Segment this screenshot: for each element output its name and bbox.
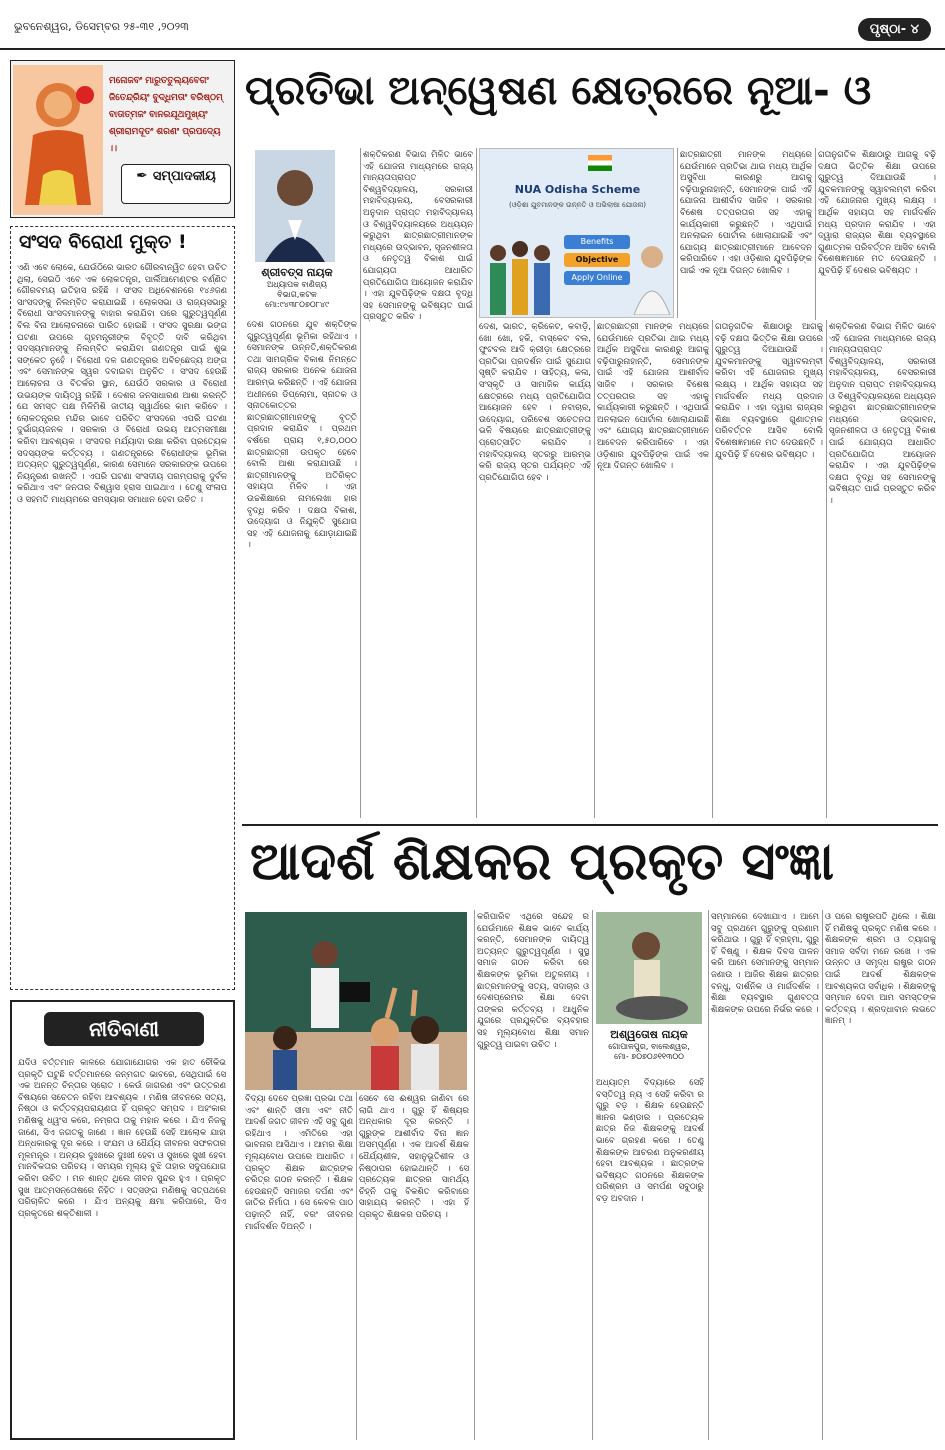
column-rule (476, 148, 477, 818)
nitibani-box (10, 1000, 235, 1440)
author-detail: ଗୋପାଳପୁର, ବାଲେଶ୍ୱର, (608, 1042, 690, 1051)
article1-column: ଛାତ୍ରଛାତ୍ରୀ ମାନଙ୍କ ମଧ୍ୟରେ ଯେଉଁମାନେ ପ୍ରତିଭା ଥାଇ ମଧ୍ୟ ଆର୍ଥିକ ଅସୁବିଧା କାରଣରୁ ଆଗକୁ ବଢ଼ିପାରୁନାହାନ୍ତି, ସେମାନଙ୍କ ପାଇଁ ଏହି ଯୋଜନା ଆଶୀର୍ବାଦ ସାଜିବ । ସରକାର ବିଶେଷ ତତ୍ପରତାର ସହ ଏହାକୁ କାର୍ଯ୍ୟକାରୀ କରୁଛନ୍ତି । ଏଥିପାଇଁ ଅନଲାଇନ ପୋର୍ଟାଲ ଖୋଲାଯାଇଛି ଏବଂ ଯୋଗ୍ୟ ଛାତ୍ରଛାତ୍ରୀମାନେ ଆବେଦନ କରିପାରିବେ । ଏହା ଓଡ଼ିଶାର ଯୁବପିଢ଼ିଙ୍କ ପାଇଁ ଏକ ନୂଆ ଦିଗନ୍ତ ଖୋଲିବ । (597, 322, 709, 472)
article1-column: ଦେଶ, ଭାରତ, କ୍ରିକେଟ, କବାଡ଼ି, ଖୋ ଖୋ, ହକି, ବାସ୍କେଟ ବଲ, ଫୁଟବଲ ଆଦି କ୍ରୀଡ଼ା କ୍ଷେତ୍ରରେ ପ୍ରତିଭା ପ୍ରଦର୍ଶନ ପାଇଁ ସୁଯୋଗ ସୃଷ୍ଟି କରାଯିବ । ସାହିତ୍ୟ, କଳା, ସଂସ୍କୃତି ଓ ସାମାଜିକ କାର୍ଯ୍ୟ କ୍ଷେତ୍ରରେ ମଧ୍ୟ ପ୍ରତିଯୋଗିତା ଆୟୋଜନ ହେବ । ନବାଚାର, ଉଦ୍ୟୋଗ, ପରିବେଶ ସଚେତନତା ଭଳି ବିଷୟରେ ଛାତ୍ରଛାତ୍ରୀଙ୍କୁ ପ୍ରୋତ୍ସାହିତ କରାଯିବ । ମହାବିଦ୍ୟାଳୟ ସ୍ତରରୁ ଆରମ୍ଭ କରି ରାଜ୍ୟ ସ୍ତର ପର୍ଯ୍ୟନ୍ତ ଏହି ପ୍ରତିଯୋଗିତା ହେବ । (479, 322, 591, 483)
column-rule (712, 320, 713, 818)
editorial-title: ସଂସଦ ବିରୋଧୀ ମୁକ୍ତ ! (19, 231, 187, 253)
page-number-badge: ପୃଷ୍ଠା- ୪ (858, 18, 931, 41)
article1-column: ଗତାନୁଗତିକ ଶିକ୍ଷାଠାରୁ ଆଗକୁ ବଢ଼ି ଦକ୍ଷତା ଭିତ୍ତିକ ଶିକ୍ଷା ଉପରେ ଗୁରୁତ୍ୱ ଦିଆଯାଉଛି । ଯୁବକମାନଙ୍କୁ ସ୍ୱାବଲମ୍ବୀ କରିବା ଏହି ଯୋଜନାର ମୁଖ୍ୟ ଲକ୍ଷ୍ୟ । ଆର୍ଥିକ ସହାୟତା ସହ ମାର୍ଗଦର୍ଶନ ମଧ୍ୟ ପ୍ରଦାନ କରାଯିବ । ଏହା ଦ୍ୱାରା ରାଜ୍ୟର ଶିକ୍ଷା ବ୍ୟବସ୍ଥାରେ ଗୁଣାତ୍ମକ ପରିବର୍ତ୍ତନ ଆସିବ ବୋଲି ବିଶେଷଜ୍ଞମାନେ ମତ ଦେଉଛନ୍ତି । ଯୁବପିଢ଼ି ହିଁ ଦେଶର ଭବିଷ୍ୟତ । (818, 150, 936, 276)
article1-column: ଛାତ୍ରଛାତ୍ରୀ ମାନଙ୍କ ମଧ୍ୟରେ ଯେଉଁମାନେ ପ୍ରତିଭା ଥାଇ ମଧ୍ୟ ଆର୍ଥିକ ଅସୁବିଧା କାରଣରୁ ଆଗକୁ ବଢ଼ିପାରୁନାହାନ୍ତି, ସେମାନଙ୍କ ପାଇଁ ଏହି ଯୋଜନା ଆଶୀର୍ବାଦ ସାଜିବ । ସରକାର ବିଶେଷ ତତ୍ପରତାର ସହ ଏହାକୁ କାର୍ଯ୍ୟକାରୀ କରୁଛନ୍ତି । ଏଥିପାଇଁ ଅନଲାଇନ ପୋର୍ଟାଲ ଖୋଲାଯାଇଛି ଏବଂ ଯୋଗ୍ୟ ଛାତ୍ରଛାତ୍ରୀମାନେ ଆବେଦନ କରିପାରିବେ । ଏହା ଓଡ଼ିଶାର ଯୁବପିଢ଼ିଙ୍କ ପାଇଁ ଏକ ନୂଆ ଦିଗନ୍ତ ଖୋଲିବ । (680, 150, 812, 276)
article2-column: ବିଦ୍ୟା ଦେବେ ପ୍ରଜ୍ଞା ପ୍ରଭା ତଥା ଏବଂ ଶାନ୍ତି ସୀମା ଏବଂ ନୀତି ଆଦର୍ଶ ଜଗତ ଜୀବନ ଏହି ସବୁ ଗୁଣ ରହିଥାଏ । ଏମିତିରେ ଏହା ଭାବନାର ଆସିଥାଏ । ଆମର ଶିକ୍ଷା ମୂଲ୍ୟବୋଧ ଉପରେ ଆଧାରିତ । ପ୍ରକୃତ ଶିକ୍ଷକ ଛାତ୍ରଙ୍କ ଚରିତ୍ର ଗଠନ କରନ୍ତି । ଶିକ୍ଷକ ହେଉଛନ୍ତି ସମାଜର ଦର୍ପଣ ଏବଂ ଜାତିର ନିର୍ମାତା । ସେ କେବଳ ପାଠ ପଢ଼ାନ୍ତି ନାହିଁ, ବରଂ ଜୀବନର ମାର୍ଗଦର୍ଶନ ଦିଅନ୍ତି । (245, 1094, 353, 1232)
column-rule (360, 148, 361, 818)
nitibani-body: ଯଦିଓ ବର୍ତ୍ତମାନ କାଳରେ ଯୋଗାଯୋଗର ଏକ ହାତ ଚୌକିଭ ପ୍ରକୃତି ଘଟୁଛି ବର୍ତ୍ତମାନରେ ଜନ୍ମଗତ ଭାବରେ, ସେଥିପାଇଁ ସେ ଏକ ଅନନ୍ତ ଚିନ୍ତାର ସ୍ରୋତ । କେଉଁ ଜାଗରଣ ଏବଂ ଉତ୍ତରଣ ବିଷୟରେ ସଚେତନ ରହିବା ଆବଶ୍ୟକ । ମଣିଷ ଜୀବନରେ ସତ୍ୟ, ନିଷ୍ଠା ଓ କର୍ତ୍ତବ୍ୟପରାୟଣତା ହିଁ ପ୍ରକୃତ ସମ୍ପଦ । ଅହଂକାର ମଣିଷକୁ ଧ୍ୱଂସ କରେ, ନମ୍ରତା ତାକୁ ମହାନ କରେ । ଯିଏ ନିଜକୁ ଜାଣେ, ସିଏ ଜଗତକୁ ଜାଣେ । ଜ୍ଞାନ ହେଉଛି ସେହି ଆଲୋକ ଯାହା ଅନ୍ଧକାରକୁ ଦୂର କରେ । ସଂଯମ ଓ ଧୈର୍ଯ୍ୟ ଜୀବନର ସଫଳତାର ମୂଳମନ୍ତ୍ର । ଅନ୍ୟର ଦୁଃଖରେ ଦୁଃଖୀ ହେବା ଓ ସୁଖରେ ସୁଖୀ ହେବା ମାନବିକତାର ପରିଚୟ । ସମୟର ମୂଲ୍ୟ ବୁଝି ତାହାର ସଦୁପଯୋଗ କରିବା ଉଚିତ । ମନ ଶାନ୍ତ ଥିଲେ ଜୀବନ ସୁନ୍ଦର ହୁଏ । ପ୍ରକୃତ ସୁଖ ଆତ୍ମସନ୍ତୋଷରେ ନିହିତ । ସତ୍ସଙ୍ଗ ମଣିଷକୁ ସତ୍‌ପଥରେ ପରିଚାଳିତ କରେ । ଯିଏ ଅନ୍ୟକୁ କ୍ଷମା କରିପାରେ, ସିଏ ପ୍ରକୃତରେ ଶକ୍ତିଶାଳୀ । (18, 1058, 226, 1219)
leader-portrait (632, 239, 672, 315)
hanuman-illustration (13, 65, 103, 215)
author-portrait (596, 912, 702, 1024)
article1-headline: ପ୍ରତିଭା ଅନ୍ୱେଷଣ କ୍ଷେତ୍ରରେ ନୂଆ- ଓ (245, 68, 872, 114)
classroom-illustration (245, 912, 467, 1090)
article2-column: କରିପାରିବ ଏଥିରେ ସନ୍ଦେହ ର ଯେଉଁମାନେ ଶିକ୍ଷକ ଭାବେ କାର୍ଯ୍ୟ କରନ୍ତି, ସେମାନଙ୍କ ଦାୟିତ୍ୱ ଅତ୍ୟନ୍ତ ଗୁରୁତ୍ୱପୂର୍ଣ୍ଣ । ସୁସ୍ଥ ସମାଜ ଗଠନ କରିବା ରେ ଶିକ୍ଷକଙ୍କ ଭୂମିକା ଅତୁଳନୀୟ । ଛାତ୍ରମାନଙ୍କୁ ସତ୍ୟ, ସଦାଚାର ଓ ଦେଶପ୍ରେମର ଶିକ୍ଷା ଦେବା ତାଙ୍କର କର୍ତ୍ତବ୍ୟ । ଆଧୁନିକ ଯୁଗରେ ପ୍ରଯୁକ୍ତିର ବ୍ୟବହାର ସହ ମୂଲ୍ୟବୋଧ ଶିକ୍ଷା ସମାନ ଗୁରୁତ୍ୱ ପାଇବା ଉଚିତ । (477, 912, 589, 1050)
article1-byline (247, 266, 347, 310)
column-rule (594, 320, 595, 818)
article2-column: ଓ ପରେ ରାଷ୍ଟ୍ରପତି ଥିଲେ । ଶିକ୍ଷା ହିଁ ମଣିଷକୁ ପ୍ରକୃତ ମଣିଷ କରେ । ଶିକ୍ଷକଙ୍କ ଶ୍ରମ ଓ ତ୍ୟାଗକୁ ସମାଜ ସର୍ବଦା ମନେ ରଖେ । ଏକ ଉନ୍ନତ ଓ ସମୃଦ୍ଧ ରାଷ୍ଟ୍ର ଗଠନ ପାଇଁ ଆଦର୍ଶ ଶିକ୍ଷକଙ୍କ ଆବଶ୍ୟକତା ସର୍ବାଧିକ । ଶିକ୍ଷକଙ୍କୁ ସମ୍ମାନ ଦେବା ଆମ ସମସ୍ତଙ୍କ କର୍ତ୍ତବ୍ୟ । ଶ୍ରଦ୍ଧାବାନ ଲଭତେ ଜ୍ଞାନମ୍ । (825, 912, 936, 1027)
author-name: ଅଶ୍ୱତୋଷ ନାୟକ (610, 1028, 688, 1041)
nitibani-title: ନୀତିବାଣୀ (88, 1017, 160, 1041)
author-phone: ମୋ:୯୪୩୮୦୭୦୮୪୯ (265, 300, 329, 309)
article2-column: ଅଧ୍ୟାତ୍ମ ବିଦ୍ୟାରେ ସେହି ବସ୍ତିତ୍ୱ ନ୍ୟ ଏ ସେହି କରିବା ର ଗୁରୁ ବଡ଼ । ଶିକ୍ଷକ ହେଉଛନ୍ତି ଜ୍ଞାନର ଭଣ୍ଡାର । ପ୍ରତ୍ୟେକ ଛାତ୍ର ନିଜ ଶିକ୍ଷକଙ୍କୁ ଆଦର୍ଶ ଭାବେ ଗ୍ରହଣ କରେ । ତେଣୁ ଶିକ୍ଷକଙ୍କ ଆଚରଣ ଅନୁକରଣୀୟ ହେବା ଆବଶ୍ୟକ । ଛାତ୍ରଙ୍କ ଭବିଷ୍ୟତ ଗଠନରେ ଶିକ୍ଷକଙ୍କ ପରିଶ୍ରମ ଓ ସମର୍ପଣ ସବୁଠାରୁ ବଡ଼ ଅବଦାନ । (596, 1078, 704, 1204)
author-portrait (255, 150, 335, 262)
shloka-line: ବାତାତ୍ମଜଂ ବାନରଯୂଥମୁଖ୍ୟଂ (109, 110, 208, 120)
shloka-line: ଶ୍ରୀରାମଦୂତଂ ଶରଣଂ ପ୍ରପଦ୍ୟେ ।। (109, 127, 221, 154)
author-phone: ମୋ- ୭୦୭୦୬୧୧୩୦୦ (614, 1052, 684, 1061)
editorial-logo (121, 164, 231, 204)
nitibani-title-plate (44, 1012, 204, 1046)
article1-column: ଗତାନୁଗତିକ ଶିକ୍ଷାଠାରୁ ଆଗକୁ ବଢ଼ି ଦକ୍ଷତା ଭିତ୍ତିକ ଶିକ୍ଷା ଉପରେ ଗୁରୁତ୍ୱ ଦିଆଯାଉଛି । ଯୁବକମାନଙ୍କୁ ସ୍ୱାବଲମ୍ବୀ କରିବା ଏହି ଯୋଜନାର ମୁଖ୍ୟ ଲକ୍ଷ୍ୟ । ଆର୍ଥିକ ସହାୟତା ସହ ମାର୍ଗଦର୍ଶନ ମଧ୍ୟ ପ୍ରଦାନ କରାଯିବ । ଏହା ଦ୍ୱାରା ରାଜ୍ୟର ଶିକ୍ଷା ବ୍ୟବସ୍ଥାରେ ଗୁଣାତ୍ମକ ପରିବର୍ତ୍ତନ ଆସିବ ବୋଲି ବିଶେଷଜ୍ଞମାନେ ମତ ଦେଉଛନ୍ତି । ଯୁବପିଢ଼ି ହିଁ ଦେଶର ଭବିଷ୍ୟତ । (715, 322, 823, 460)
column-rule (826, 320, 827, 818)
shloka-text (109, 73, 231, 158)
masthead-bar (0, 0, 945, 50)
article2-headline: ଆଦର୍ଶ ଶିକ୍ଷକର ପ୍ରକୃତ ସଂଜ୍ଞା (250, 832, 834, 892)
objective-button: Objective (564, 253, 630, 267)
shloka-line: ମନୋଜବଂ ମାରୁତତୁଲ୍ୟବେଗଂ (109, 76, 209, 86)
column-rule (815, 148, 816, 320)
article1-column: ଦେଶ ଗଠନରେ ଯୁବ ଶକ୍ତିଙ୍କ ଗୁରୁତ୍ୱପୂର୍ଣ୍ଣ ଭୂମିକା ରହିଥାଏ । ସେମାନଙ୍କ ଉନ୍ନତି,ଶକ୍ତିକରଣ ତଥା ସାମଗ୍ରିକ ବିକାଶ ନିମନ୍ତେ ରାଜ୍ୟ ସରକାର ଅନେକ ଯୋଜନା ଆରମ୍ଭ କରିଛନ୍ତି । ଏହି ଯୋଜନା ଅଧୀନରେ ଡିପ୍ଲୋମା, ସ୍ନାତକ ଓ ସ୍ନାତକୋତ୍ତର ଛାତ୍ରଛାତ୍ରୀମାନଙ୍କୁ ବୃତ୍ତି ପ୍ରଦାନ କରାଯିବ । ପ୍ରଥମ ବର୍ଷରେ ପ୍ରାୟ ୧,୫୦,୦୦୦ ଛାତ୍ରଛାତ୍ରୀ ଉପକୃତ ହେବେ ବୋଲି ଆଶା କରାଯାଉଛି । ଛାତ୍ରୀମାନଙ୍କୁ ଅତିରିକ୍ତ ସହାୟତା ମିଳିବ । ଏହା ଉଚ୍ଚଶିକ୍ଷାରେ ନାମଲେଖା ହାର ବୃଦ୍ଧି କରିବ । ଦକ୍ଷତା ବିକାଶ, ଉଦ୍ୟୋଗ ଓ ନିଯୁକ୍ତି ସୁଯୋଗ ସହ ଏହି ଯୋଜନାକୁ ଯୋଡ଼ାଯାଇଛି । (247, 320, 357, 551)
dateline: ଭୁବନେଶ୍ୱର, ଡିସେମ୍ବର ୨୫-୩୧ ,୨୦୨୩ (14, 20, 189, 33)
author-name: ଶ୍ରୀବତ୍ସ ନାୟକ (261, 266, 333, 279)
classroom-photo (245, 912, 467, 1090)
shloka-box (10, 60, 235, 218)
column-rule (356, 1092, 357, 1440)
column-rule (708, 910, 709, 1440)
editorial-logo-text: ସମ୍ପାଦକୀୟ (152, 169, 216, 184)
article1-author-photo (255, 150, 335, 262)
apply-online-button: Apply Online (564, 271, 630, 285)
editorial-body: ଏଣି ଏବେ ଲୋକେ, ଯେଉଁଠିରେ ଭାରତ ଗୌରବାନ୍ୱିତ ହେବା ଉଚିତ ଥିଲା, ସେଇଠି ଏବେ ଏକ ଲୋକତନ୍ତ୍ର, ପାର୍ଲିଆମେଣ୍ଟର ବର୍ଣ୍ଣିତ ଗୌରବମୟ ଇତିହାସ ରହିଛି । ସଂସଦ ଅଧିବେଶନରେ ୧୪୬ଜଣ ସାଂସଦଙ୍କୁ ନିଲମ୍ବିତ କରାଯାଇଛି । ଲୋକସଭା ଓ ରାଜ୍ୟସଭାରୁ ବିରୋଧୀ ସାଂସଦମାନଙ୍କୁ ବାହାର କରାଯିବା ପରେ ଗୁରୁତ୍ୱପୂର୍ଣ୍ଣ ବିଲ ବିନା ଆଲୋଚନାରେ ପାରିତ ହୋଇଛି । ସଂସଦ ସୁରକ୍ଷା ଭଙ୍ଗ ଘଟଣା ଉପରେ ଗୃହମନ୍ତ୍ରୀଙ୍କ ବିବୃତ୍ତି ଦାବି କରିଥିବା ସଦସ୍ୟମାନଙ୍କୁ ନିଲମ୍ବିତ କରାଯିବା ଗଣତନ୍ତ୍ର ପାଇଁ ଶୁଭ ସଙ୍କେତ ନୁହେଁ । ବିରୋଧୀ ଦଳ ଗଣତନ୍ତ୍ରର ଅବିଚ୍ଛେଦ୍ୟ ଅଙ୍ଗ ଏବଂ ସେମାନଙ୍କ ସ୍ୱର ଦବାଇବା ଅନୁଚିତ । ସଂସଦ ହେଉଛି ଆଲୋଚନା ଓ ବିତର୍କର ସ୍ଥାନ, ଯେଉଁଠି ସରକାର ଓ ବିରୋଧୀ ଉଭୟଙ୍କ ଦାୟିତ୍ୱ ରହିଛି । ଦେଶର ଜନସାଧାରଣ ଆଶା କରନ୍ତି ଯେ ସମସ୍ତ ପକ୍ଷ ମିଳିମିଶି ଜାତୀୟ ସ୍ୱାର୍ଥରେ କାମ କରିବେ । ଲୋକତନ୍ତ୍ରର ମନ୍ଦିର ଭାବେ ପରିଚିତ ସଂସଦରେ ଏପରି ଘଟଣା ଦୁର୍ଭାଗ୍ୟଜନକ । ସରକାର ଓ ବିରୋଧୀ ଉଭୟ ଆତ୍ମସମୀକ୍ଷା କରିବା ଆବଶ୍ୟକ । ସଂସଦର ମର୍ଯ୍ୟାଦା ରକ୍ଷା କରିବା ପ୍ରତ୍ୟେକ ସଦସ୍ୟଙ୍କ କର୍ତ୍ତବ୍ୟ । ଗଣତନ୍ତ୍ରରେ ବିରୋଧୀଙ୍କ ଭୂମିକା ଅତ୍ୟନ୍ତ ଗୁରୁତ୍ୱପୂର୍ଣ୍ଣ, କାରଣ ସେମାନେ ସରକାରଙ୍କ ଉପରେ ନିୟନ୍ତ୍ରଣ ରଖନ୍ତି । ଏପରି ଘଟଣା ସଂସଦୀୟ ପରମ୍ପରାକୁ ଦୁର୍ବଳ କରିଥାଏ ଏବଂ ଜନତାର ବିଶ୍ୱାସ ହ୍ରାସ ପାଇଥାଏ । ତେଣୁ ସଂଳାପ ଓ ସହମତି ମାଧ୍ୟମରେ ସମସ୍ୟାର ସମାଧାନ ହେବା ଉଚିତ । (17, 263, 227, 505)
article2-column: ସମ୍ମାନରେ ଦେଖାଯାଏ । ଆମେ ସବୁ ପ୍ରଥମେ ଗୁରୁଙ୍କୁ ପ୍ରଣାମ କରିଥାଉ । ଗୁରୁ ହିଁ ବ୍ରହ୍ମା, ଗୁରୁ ହିଁ ବିଷ୍ଣୁ । ଶିକ୍ଷକ ଦିବସ ପାଳନ କରି ଆମେ ସେମାନଙ୍କୁ ସମ୍ମାନ ଜଣାଉ । ଆଜିର ଶିକ୍ଷକ ଛାତ୍ରର ବନ୍ଧୁ, ଦାର୍ଶନିକ ଓ ମାର୍ଗଦର୍ଶକ । ଶିକ୍ଷା ବ୍ୟବସ୍ଥାର ଗୁଣବତ୍ତା ଶିକ୍ଷକଙ୍କ ଉପରେ ନିର୍ଭର କରେ । (711, 912, 819, 1015)
article1-column: ଶକ୍ତିକରଣ ବିଭାଗ ମିଳିତ ଭାବେ ଏହି ଯୋଜନା ମାଧ୍ୟମରେ ରାଜ୍ୟ ମାନ୍ୟତାପ୍ରାପ୍ତ ବିଶ୍ୱବିଦ୍ୟାଳୟ, ସରକାରୀ ମହାବିଦ୍ୟାଳୟ, ବେସରକାରୀ ଅନୁଦାନ ପ୍ରାପ୍ତ ମହାବିଦ୍ୟାଳୟ ଓ ବିଶ୍ୱବିଦ୍ୟାଳୟରେ ଅଧ୍ୟୟନ କରୁଥିବା ଛାତ୍ରଛାତ୍ରୀମାନଙ୍କ ମଧ୍ୟରେ ଉଦ୍ଭାବନ, ସୃଜନଶୀଳତା ଓ ନେତୃତ୍ୱ ବିକାଶ ପାଇଁ ଯୋଗ୍ୟତା ଆଧାରିତ ପ୍ରତିଯୋଗିତା ଆୟୋଜନ କରାଯିବ । ଏହା ଯୁବପିଢ଼ିଙ୍କ ଦକ୍ଷତା ବୃଦ୍ଧି ସହ ସେମାନଙ୍କୁ ଭବିଷ୍ୟତ ପାଇଁ ପ୍ରସ୍ତୁତ କରିବ । (363, 150, 473, 323)
column-rule (592, 910, 593, 1440)
pen-icon: ✒ (136, 168, 148, 184)
editorial-box (10, 226, 235, 990)
column-rule (474, 910, 475, 1440)
shloka-line: ଜିତେନ୍ଦ୍ରିୟଂ ବୁଦ୍ଧିମତାଂ ବରିଷ୍ଠମ୍ (109, 93, 223, 103)
scheme-title: NUA Odisha Scheme (514, 183, 641, 196)
column-rule (822, 910, 823, 1440)
students-illustration (484, 223, 564, 315)
nua-scheme-graphic (479, 148, 674, 318)
column-rule (677, 148, 678, 318)
article2-byline (594, 1028, 704, 1062)
author-detail: ଅଧ୍ୟାପକ ବାଣିଜ୍ୟ ବିଭାଗ,କଟକ (266, 280, 328, 299)
india-flag-icon (588, 155, 612, 171)
article2-column: ସେବେ ସେ ଈଶ୍ୱର ଜାଣିବା ରେ ଲାଗି ଥାଏ । ଗୁରୁ ହିଁ ଶିଷ୍ୟର ଅନ୍ଧକାର ଦୂର କରନ୍ତି । ଗୁରୁଙ୍କ ଆଶୀର୍ବାଦ ବିନା ଜ୍ଞାନ ଅସମ୍ପୂର୍ଣ୍ଣ । ଏକ ଆଦର୍ଶ ଶିକ୍ଷକ ଧୈର୍ଯ୍ୟଶୀଳ, ସହାନୁଭୂତିଶୀଳ ଓ ନିଷ୍ଠାପର ହୋଇଥାନ୍ତି । ସେ ପ୍ରତ୍ୟେକ ଛାତ୍ରର ସାମର୍ଥ୍ୟ ଚିହ୍ନି ତାକୁ ବିକଶିତ କରିବାରେ ସାହାଯ୍ୟ କରନ୍ତି । ଏହା ହିଁ ପ୍ରକୃତ ଶିକ୍ଷକର ପରିଚୟ । (359, 1094, 469, 1220)
benefits-button: Benefits (564, 235, 630, 249)
section-divider (242, 824, 938, 826)
article1-column: ଶକ୍ତିକରଣ ବିଭାଗ ମିଳିତ ଭାବେ ଏହି ଯୋଜନା ମାଧ୍ୟମରେ ରାଜ୍ୟ ମାନ୍ୟତାପ୍ରାପ୍ତ ବିଶ୍ୱବିଦ୍ୟାଳୟ, ସରକାରୀ ମହାବିଦ୍ୟାଳୟ, ବେସରକାରୀ ଅନୁଦାନ ପ୍ରାପ୍ତ ମହାବିଦ୍ୟାଳୟ ଓ ବିଶ୍ୱବିଦ୍ୟାଳୟରେ ଅଧ୍ୟୟନ କରୁଥିବା ଛାତ୍ରଛାତ୍ରୀମାନଙ୍କ ମଧ୍ୟରେ ଉଦ୍ଭାବନ, ସୃଜନଶୀଳତା ଓ ନେତୃତ୍ୱ ବିକାଶ ପାଇଁ ଯୋଗ୍ୟତା ଆଧାରିତ ପ୍ରତିଯୋଗିତା ଆୟୋଜନ କରାଯିବ । ଏହା ଯୁବପିଢ଼ିଙ୍କ ଦକ୍ଷତା ବୃଦ୍ଧି ସହ ସେମାନଙ୍କୁ ଭବିଷ୍ୟତ ପାଇଁ ପ୍ରସ୍ତୁତ କରିବ । (829, 322, 936, 506)
article2-author-photo (596, 912, 702, 1024)
scheme-subtitle: (ଓଡ଼ିଶା ଯୁବମାନଙ୍କ ଉନ୍ନତି ଓ ଅଭିଲାଷା ଯୋଜନା) (509, 201, 646, 209)
